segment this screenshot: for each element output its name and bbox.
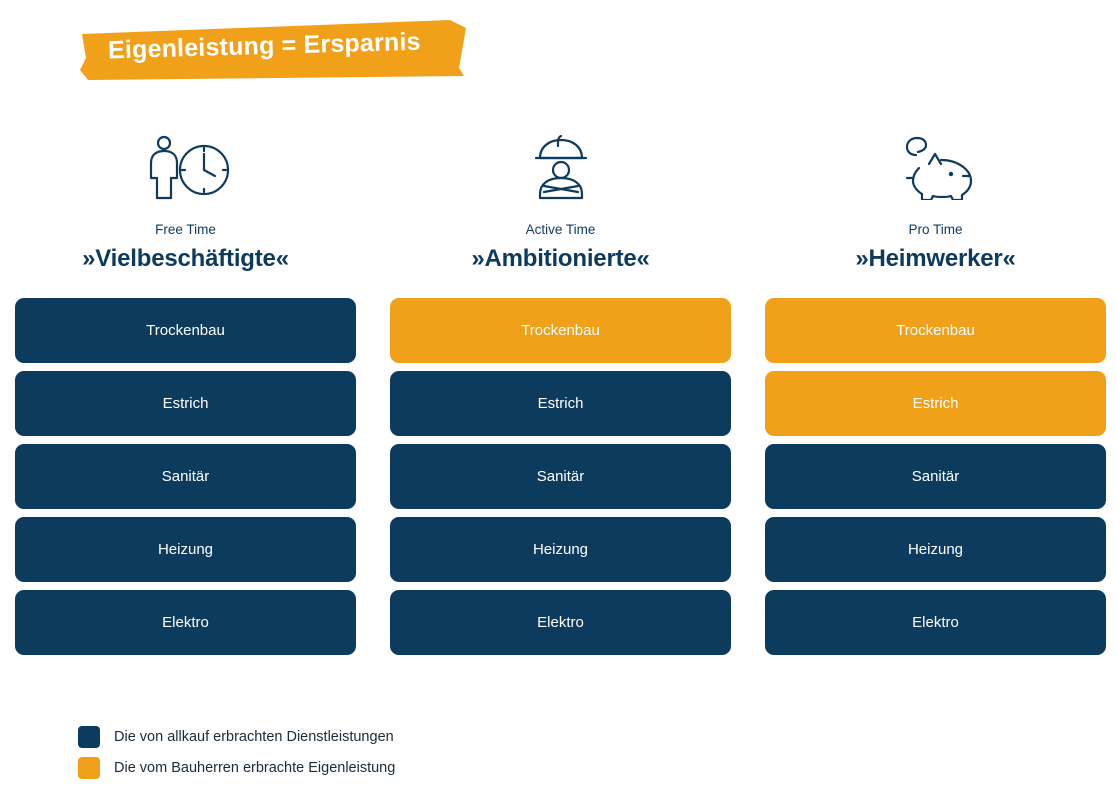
person-clock-icon	[15, 120, 356, 200]
column-subtitle: Free Time	[155, 222, 216, 237]
bar-item: Estrich	[390, 371, 731, 436]
bar-item: Trockenbau	[765, 298, 1106, 363]
bar-item: Elektro	[390, 590, 731, 655]
column-subtitle: Active Time	[525, 222, 596, 237]
bar-item: Elektro	[15, 590, 356, 655]
legend	[78, 726, 395, 788]
bar-item: Heizung	[15, 517, 356, 582]
headline-banner	[78, 18, 468, 80]
legend-label: Die von allkauf erbrachten Dienstleistungen	[114, 729, 394, 745]
column-free-time	[15, 120, 356, 663]
bar-item: Estrich	[765, 371, 1106, 436]
column-title: »Vielbeschäftigte«	[82, 245, 289, 272]
column-active-time	[390, 120, 731, 663]
legend-item	[78, 726, 395, 748]
bars-list	[390, 298, 731, 655]
bar-item: Sanitär	[390, 444, 731, 509]
bars-list	[765, 298, 1106, 655]
bar-item: Heizung	[765, 517, 1106, 582]
bar-item: Trockenbau	[15, 298, 356, 363]
bar-item: Heizung	[390, 517, 731, 582]
bar-item: Sanitär	[765, 444, 1106, 509]
piggy-bank-icon	[765, 120, 1106, 200]
column-title: »Ambitionierte«	[471, 245, 650, 272]
legend-swatch-navy	[78, 726, 100, 748]
column-title: »Heimwerker«	[855, 245, 1016, 272]
column-pro-time	[765, 120, 1106, 663]
legend-swatch-orange	[78, 757, 100, 779]
column-subtitle: Pro Time	[908, 222, 963, 237]
columns-container	[0, 120, 1116, 663]
banner-text: Eigenleistung = Ersparnis	[107, 27, 422, 65]
bars-list	[15, 298, 356, 655]
bar-item: Estrich	[15, 371, 356, 436]
bar-item: Elektro	[765, 590, 1106, 655]
legend-item	[78, 757, 395, 779]
bar-item: Trockenbau	[390, 298, 731, 363]
legend-label: Die vom Bauherren erbrachte Eigenleistung	[114, 760, 396, 776]
worker-helmet-icon	[390, 120, 731, 200]
bar-item: Sanitär	[15, 444, 356, 509]
